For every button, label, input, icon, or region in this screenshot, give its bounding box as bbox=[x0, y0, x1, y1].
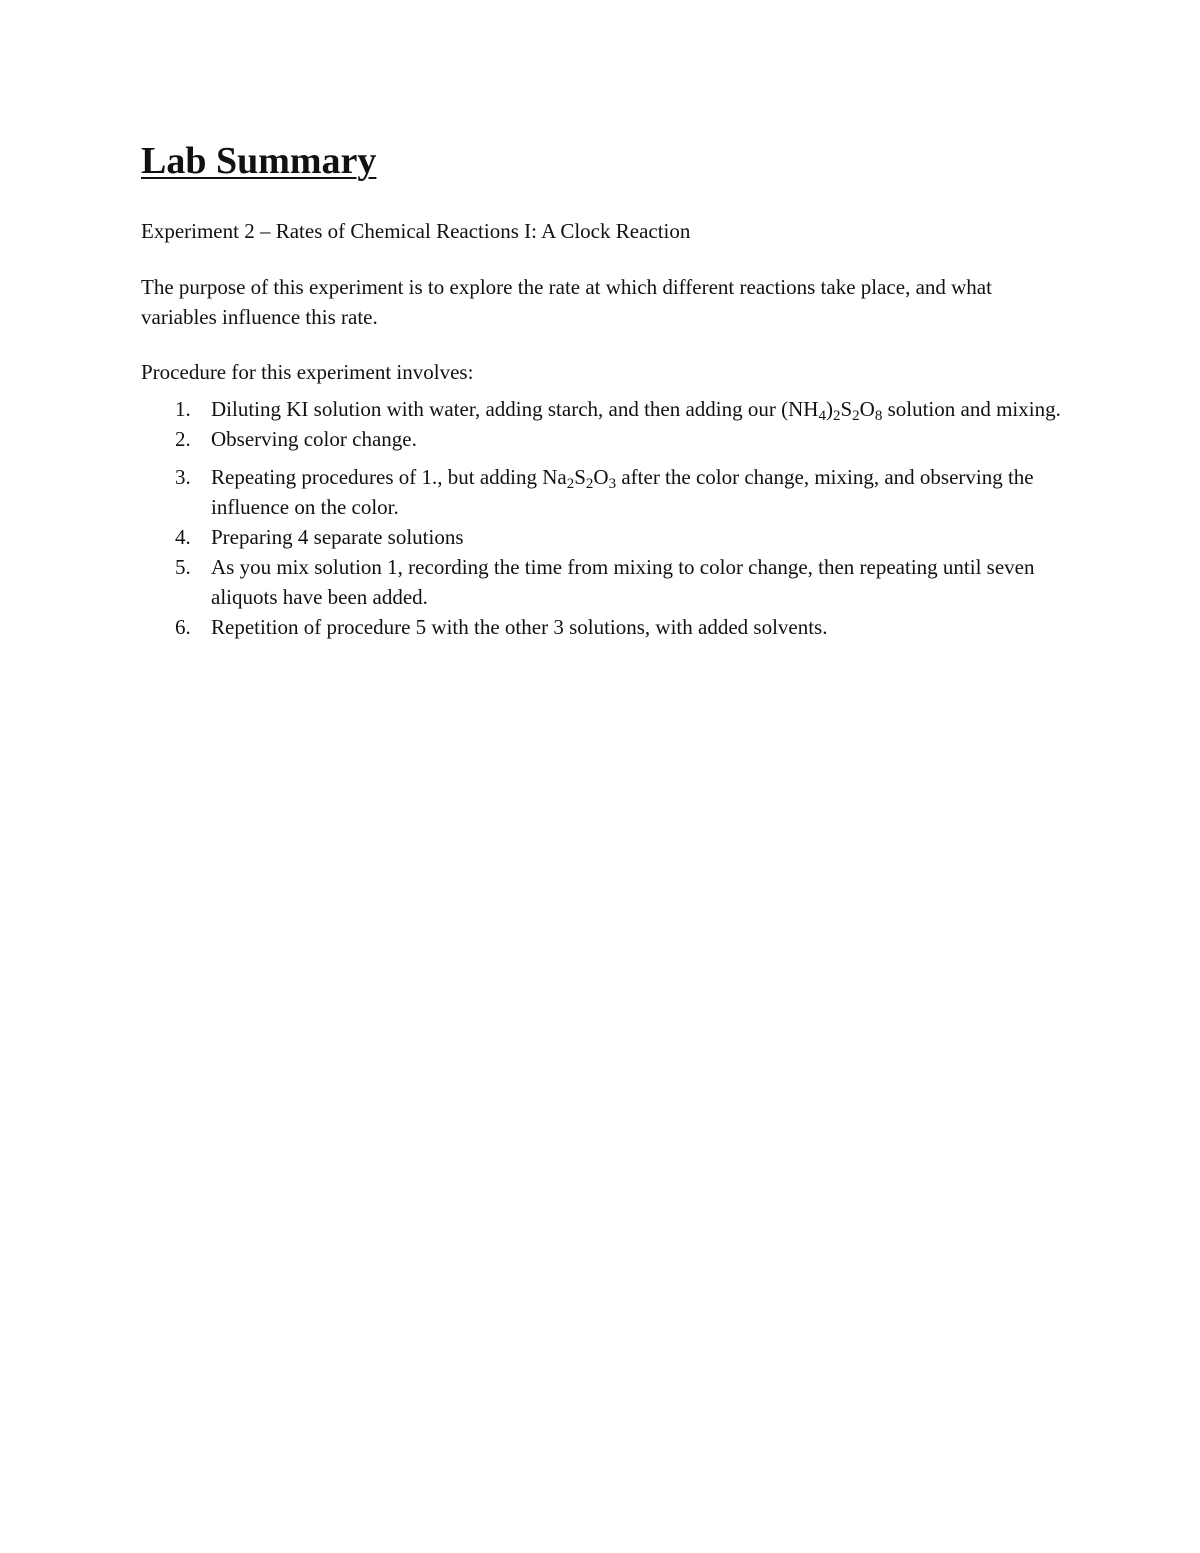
procedure-intro: Procedure for this experiment involves: bbox=[141, 360, 474, 384]
step-subscript: 2 bbox=[832, 408, 841, 424]
step-text: ) bbox=[825, 397, 833, 421]
purpose-paragraph: The purpose of this experiment is to explore the rate at which different reactions take place, and what variables influence this rate. bbox=[141, 275, 992, 329]
procedure-step-1 bbox=[141, 394, 1071, 424]
step-number: 5. bbox=[175, 555, 191, 579]
step-text: Observing color change. bbox=[211, 427, 417, 451]
procedure-step-3 bbox=[141, 462, 1071, 522]
step-text: As you mix solution 1, recording the time from mixing to color change, then repeating until seven aliquots have been added. bbox=[211, 555, 1035, 609]
page-title: Lab Summary bbox=[141, 140, 377, 182]
step-subscript: 2 bbox=[585, 476, 594, 492]
procedure-step-2 bbox=[141, 424, 1071, 454]
step-text: Repeating procedures of 1., but adding Na bbox=[211, 465, 567, 489]
step-text: Repetition of procedure 5 with the other 3 solutions, with added solvents. bbox=[211, 615, 828, 639]
step-text: Preparing 4 separate solutions bbox=[211, 525, 464, 549]
step-subscript: 3 bbox=[608, 476, 617, 492]
procedure-list bbox=[141, 394, 1071, 642]
step-text: O bbox=[593, 465, 609, 489]
experiment-subtitle: Experiment 2 – Rates of Chemical Reactions I: A Clock Reaction bbox=[141, 219, 691, 243]
step-subscript: 8 bbox=[874, 408, 883, 424]
step-text: Diluting KI solution with water, adding starch, and then adding our (NH bbox=[211, 397, 819, 421]
step-text: S bbox=[840, 397, 853, 421]
procedure-step-5 bbox=[141, 552, 1071, 612]
step-subscript: 2 bbox=[852, 408, 860, 424]
step-subscript: 4 bbox=[818, 408, 826, 424]
procedure-step-6 bbox=[141, 612, 1071, 642]
procedure-step-4 bbox=[141, 522, 1071, 552]
step-number: 4. bbox=[175, 525, 191, 549]
step-text: solution and mixing. bbox=[882, 397, 1061, 421]
step-text: S bbox=[574, 465, 586, 489]
step-number: 1. bbox=[175, 397, 191, 421]
step-text: O bbox=[859, 397, 875, 421]
step-number: 3. bbox=[175, 465, 191, 489]
step-subscript: 2 bbox=[566, 476, 575, 492]
step-text: after the color change, mixing, and observing the influence on the color. bbox=[211, 465, 1034, 519]
step-number: 6. bbox=[175, 615, 191, 639]
step-number: 2. bbox=[175, 427, 191, 451]
